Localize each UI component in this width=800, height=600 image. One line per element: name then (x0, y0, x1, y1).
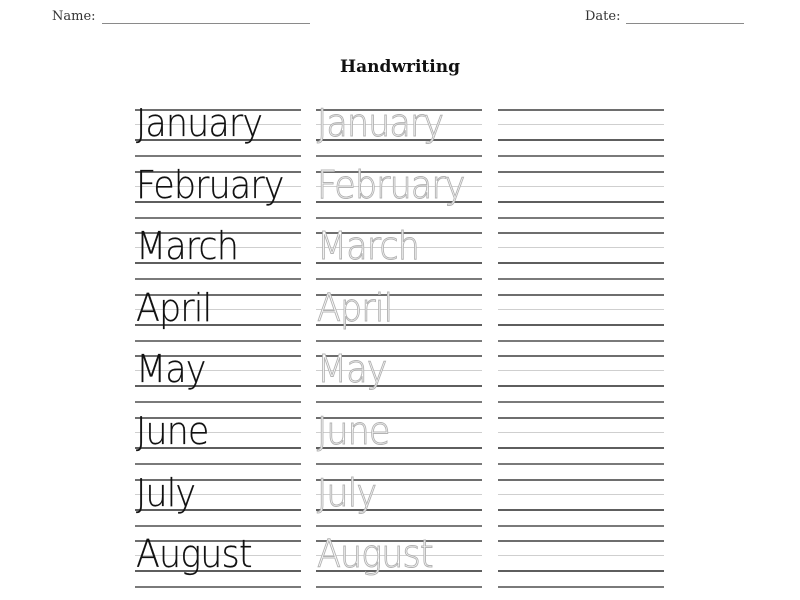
mid-guide-line (498, 247, 664, 248)
model-word: January (136, 101, 263, 145)
practice-cell[interactable] (498, 232, 664, 279)
desc-guide-line (135, 401, 301, 403)
trace-word: July (317, 470, 377, 515)
desc-guide-line (316, 525, 482, 527)
practice-cell[interactable] (498, 171, 664, 218)
trace-word: March (317, 224, 419, 269)
top-guide-line (498, 232, 664, 234)
mid-guide-line (498, 309, 664, 310)
base-guide-line (498, 201, 664, 203)
mid-guide-line (498, 494, 664, 495)
practice-cell[interactable] (498, 355, 664, 402)
desc-guide-line (498, 525, 664, 527)
top-guide-line (498, 109, 664, 111)
top-guide-line (498, 294, 664, 296)
date-input[interactable] (626, 9, 744, 24)
worksheet-row (0, 285, 800, 340)
top-guide-line (498, 417, 664, 419)
name-label: Name: (52, 9, 96, 24)
trace-cell (316, 101, 482, 156)
desc-guide-line (498, 155, 664, 157)
desc-guide-line (135, 586, 301, 588)
model-word: February (136, 162, 284, 207)
desc-guide-line (316, 217, 482, 219)
model-cell (135, 532, 301, 587)
trace-cell (316, 162, 482, 218)
desc-guide-line (498, 340, 664, 342)
worksheet-row (0, 162, 800, 217)
model-word: March (136, 224, 238, 269)
desc-guide-line (316, 586, 482, 588)
desc-guide-line (316, 401, 482, 403)
base-guide-line (498, 509, 664, 511)
model-word: June (136, 409, 209, 453)
top-guide-line (498, 355, 664, 357)
desc-guide-line (498, 463, 664, 465)
desc-guide-line (498, 586, 664, 588)
base-guide-line (498, 324, 664, 326)
trace-word: January (317, 101, 444, 145)
desc-guide-line (135, 155, 301, 157)
practice-cell[interactable] (498, 479, 664, 526)
trace-cell (316, 224, 482, 279)
name-field (52, 8, 310, 26)
practice-cell[interactable] (498, 540, 664, 587)
desc-guide-line (498, 217, 664, 219)
desc-guide-line (498, 401, 664, 403)
model-cell (135, 101, 301, 156)
base-guide-line (498, 139, 664, 141)
model-cell (135, 409, 301, 464)
date-field (585, 8, 744, 26)
model-cell (135, 224, 301, 279)
model-cell (135, 347, 301, 402)
desc-guide-line (498, 278, 664, 280)
trace-cell (316, 532, 482, 587)
model-word: July (136, 470, 196, 515)
desc-guide-line (135, 278, 301, 280)
page-title: Handwriting (340, 57, 460, 77)
name-input[interactable] (102, 9, 310, 24)
worksheet-row (0, 101, 800, 155)
desc-guide-line (316, 278, 482, 280)
trace-cell (316, 347, 482, 402)
base-guide-line (498, 385, 664, 387)
top-guide-line (498, 171, 664, 173)
trace-cell (316, 285, 482, 341)
trace-word: August (317, 532, 433, 577)
model-word: August (136, 532, 252, 577)
practice-cell[interactable] (498, 417, 664, 464)
trace-word: June (317, 409, 390, 453)
mid-guide-line (498, 432, 664, 433)
worksheet-row (0, 532, 800, 586)
desc-guide-line (135, 340, 301, 342)
base-guide-line (498, 447, 664, 449)
model-cell (135, 162, 301, 218)
model-cell (135, 285, 301, 341)
mid-guide-line (498, 555, 664, 556)
desc-guide-line (135, 217, 301, 219)
trace-word: February (317, 162, 465, 207)
model-word: April (136, 285, 212, 330)
trace-word: May (317, 347, 387, 392)
practice-cell[interactable] (498, 109, 664, 156)
top-guide-line (498, 479, 664, 481)
date-label: Date: (585, 9, 621, 24)
base-guide-line (498, 262, 664, 264)
model-word: May (136, 347, 206, 392)
mid-guide-line (498, 124, 664, 125)
worksheet-row (0, 470, 800, 525)
trace-cell (316, 409, 482, 464)
desc-guide-line (316, 463, 482, 465)
mid-guide-line (498, 186, 664, 187)
trace-word: April (317, 285, 393, 330)
desc-guide-line (316, 340, 482, 342)
worksheet-row (0, 409, 800, 463)
desc-guide-line (135, 463, 301, 465)
trace-cell (316, 470, 482, 526)
desc-guide-line (316, 155, 482, 157)
desc-guide-line (135, 525, 301, 527)
worksheet-row (0, 224, 800, 278)
mid-guide-line (498, 370, 664, 371)
worksheet-row (0, 347, 800, 401)
top-guide-line (498, 540, 664, 542)
model-cell (135, 470, 301, 526)
base-guide-line (498, 570, 664, 572)
practice-cell[interactable] (498, 294, 664, 341)
